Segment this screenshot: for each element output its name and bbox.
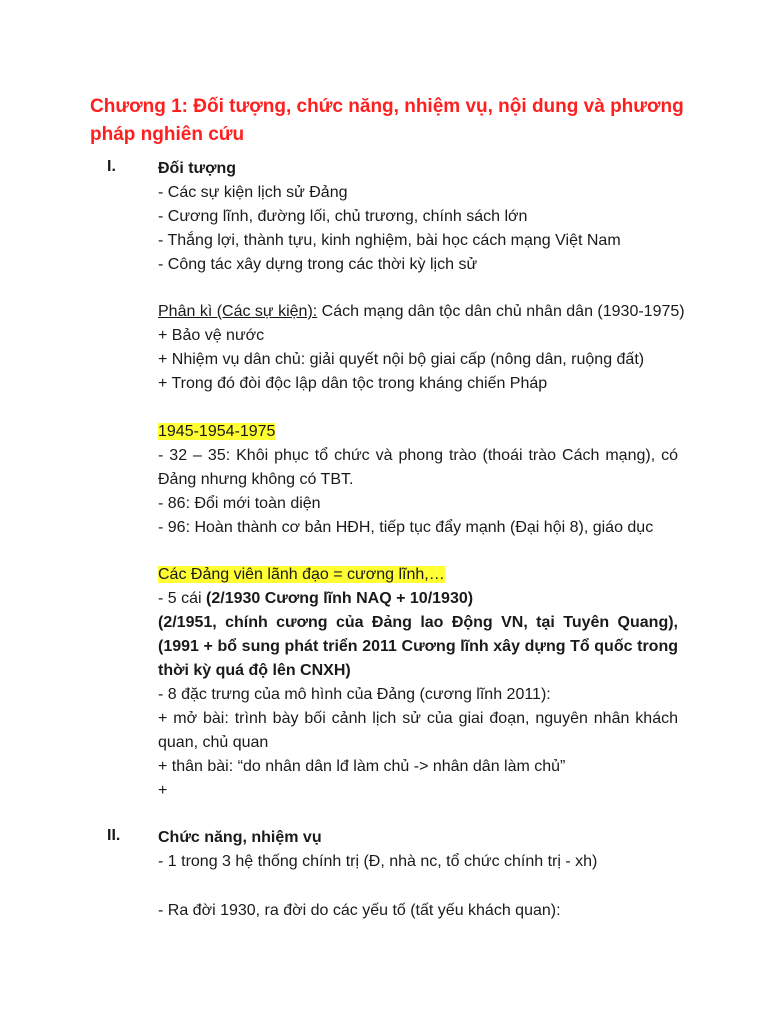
list-item: - Cương lĩnh, đường lối, chủ trương, chính sách lớn	[158, 208, 528, 225]
list-item: - Thắng lợi, thành tựu, kinh nghiệm, bài học cách mạng Việt Nam	[158, 232, 621, 249]
leaders-block	[158, 563, 678, 803]
list-item: +	[158, 782, 168, 799]
phan-ki-block	[158, 300, 685, 396]
list-item: - Các sự kiện lịch sử Đảng	[158, 184, 348, 201]
five-bold-continued: (2/1951, chính cương của Đảng lao Động VN, tại Tuyên Quang), (1991 + bổ sung phát triển 2011 Cương lĩnh xây dựng Tổ quốc trong thời kỳ quá độ lên CNXH)	[158, 614, 678, 679]
section-2-heading: Chức năng, nhiệm vụ	[158, 829, 322, 846]
years-highlight: 1945-1954-1975	[158, 423, 276, 440]
list-item: - 32 – 35: Khôi phục tổ chức và phong trào (thoái trào Cách mạng), có Đảng nhưng không có TBT.	[158, 447, 678, 488]
section-2-block	[158, 826, 678, 874]
section-1-heading: Đối tượng	[158, 160, 237, 177]
list-item: - Công tác xây dựng trong các thời kỳ lịch sử	[158, 256, 478, 273]
list-item: + thân bài: “do nhân dân lđ làm chủ -> nhân dân làm chủ”	[158, 758, 566, 775]
section-1-number: I.	[107, 158, 116, 175]
chapter-title: Chương 1: Đối tượng, chức năng, nhiệm vụ, nội dung và phương pháp nghiên cứu	[90, 96, 684, 145]
list-item: - 8 đặc trưng của mô hình của Đảng (cương lĩnh 2011):	[158, 686, 551, 703]
section-2-block-2	[158, 899, 678, 923]
phan-ki-label: Phân kì (Các sự kiện):	[158, 303, 318, 320]
five-prefix: - 5 cái	[158, 590, 207, 607]
list-item: + Bảo vệ nước	[158, 327, 265, 344]
list-item: + mở bài: trình bày bối cảnh lịch sử của giai đoạn, nguyên nhân khách quan, chủ quan	[158, 710, 678, 751]
list-item: - 1 trong 3 hệ thống chính trị (Đ, nhà nc, tổ chức chính trị - xh)	[158, 853, 598, 870]
leaders-highlight: Các Đảng viên lãnh đạo = cương lĩnh,…	[158, 566, 445, 583]
five-bold: (2/1930 Cương lĩnh NAQ + 10/1930)	[206, 590, 474, 607]
list-item: - Ra đời 1930, ra đời do các yếu tố (tất yếu khách quan):	[158, 902, 561, 919]
list-item: + Nhiệm vụ dân chủ: giải quyết nội bộ giai cấp (nông dân, ruộng đất)	[158, 351, 645, 368]
list-item: - 96: Hoàn thành cơ bản HĐH, tiếp tục đẩy mạnh (Đại hội 8), giáo dục	[158, 519, 654, 536]
phan-ki-text: Cách mạng dân tộc dân chủ nhân dân (1930-1975)	[317, 303, 685, 320]
list-item: - 86: Đổi mới toàn diện	[158, 495, 321, 512]
years-block	[158, 420, 678, 540]
section-1-block	[158, 157, 678, 277]
section-2-number: II.	[107, 827, 121, 844]
list-item: + Trong đó đòi độc lập dân tộc trong kháng chiến Pháp	[158, 375, 548, 392]
